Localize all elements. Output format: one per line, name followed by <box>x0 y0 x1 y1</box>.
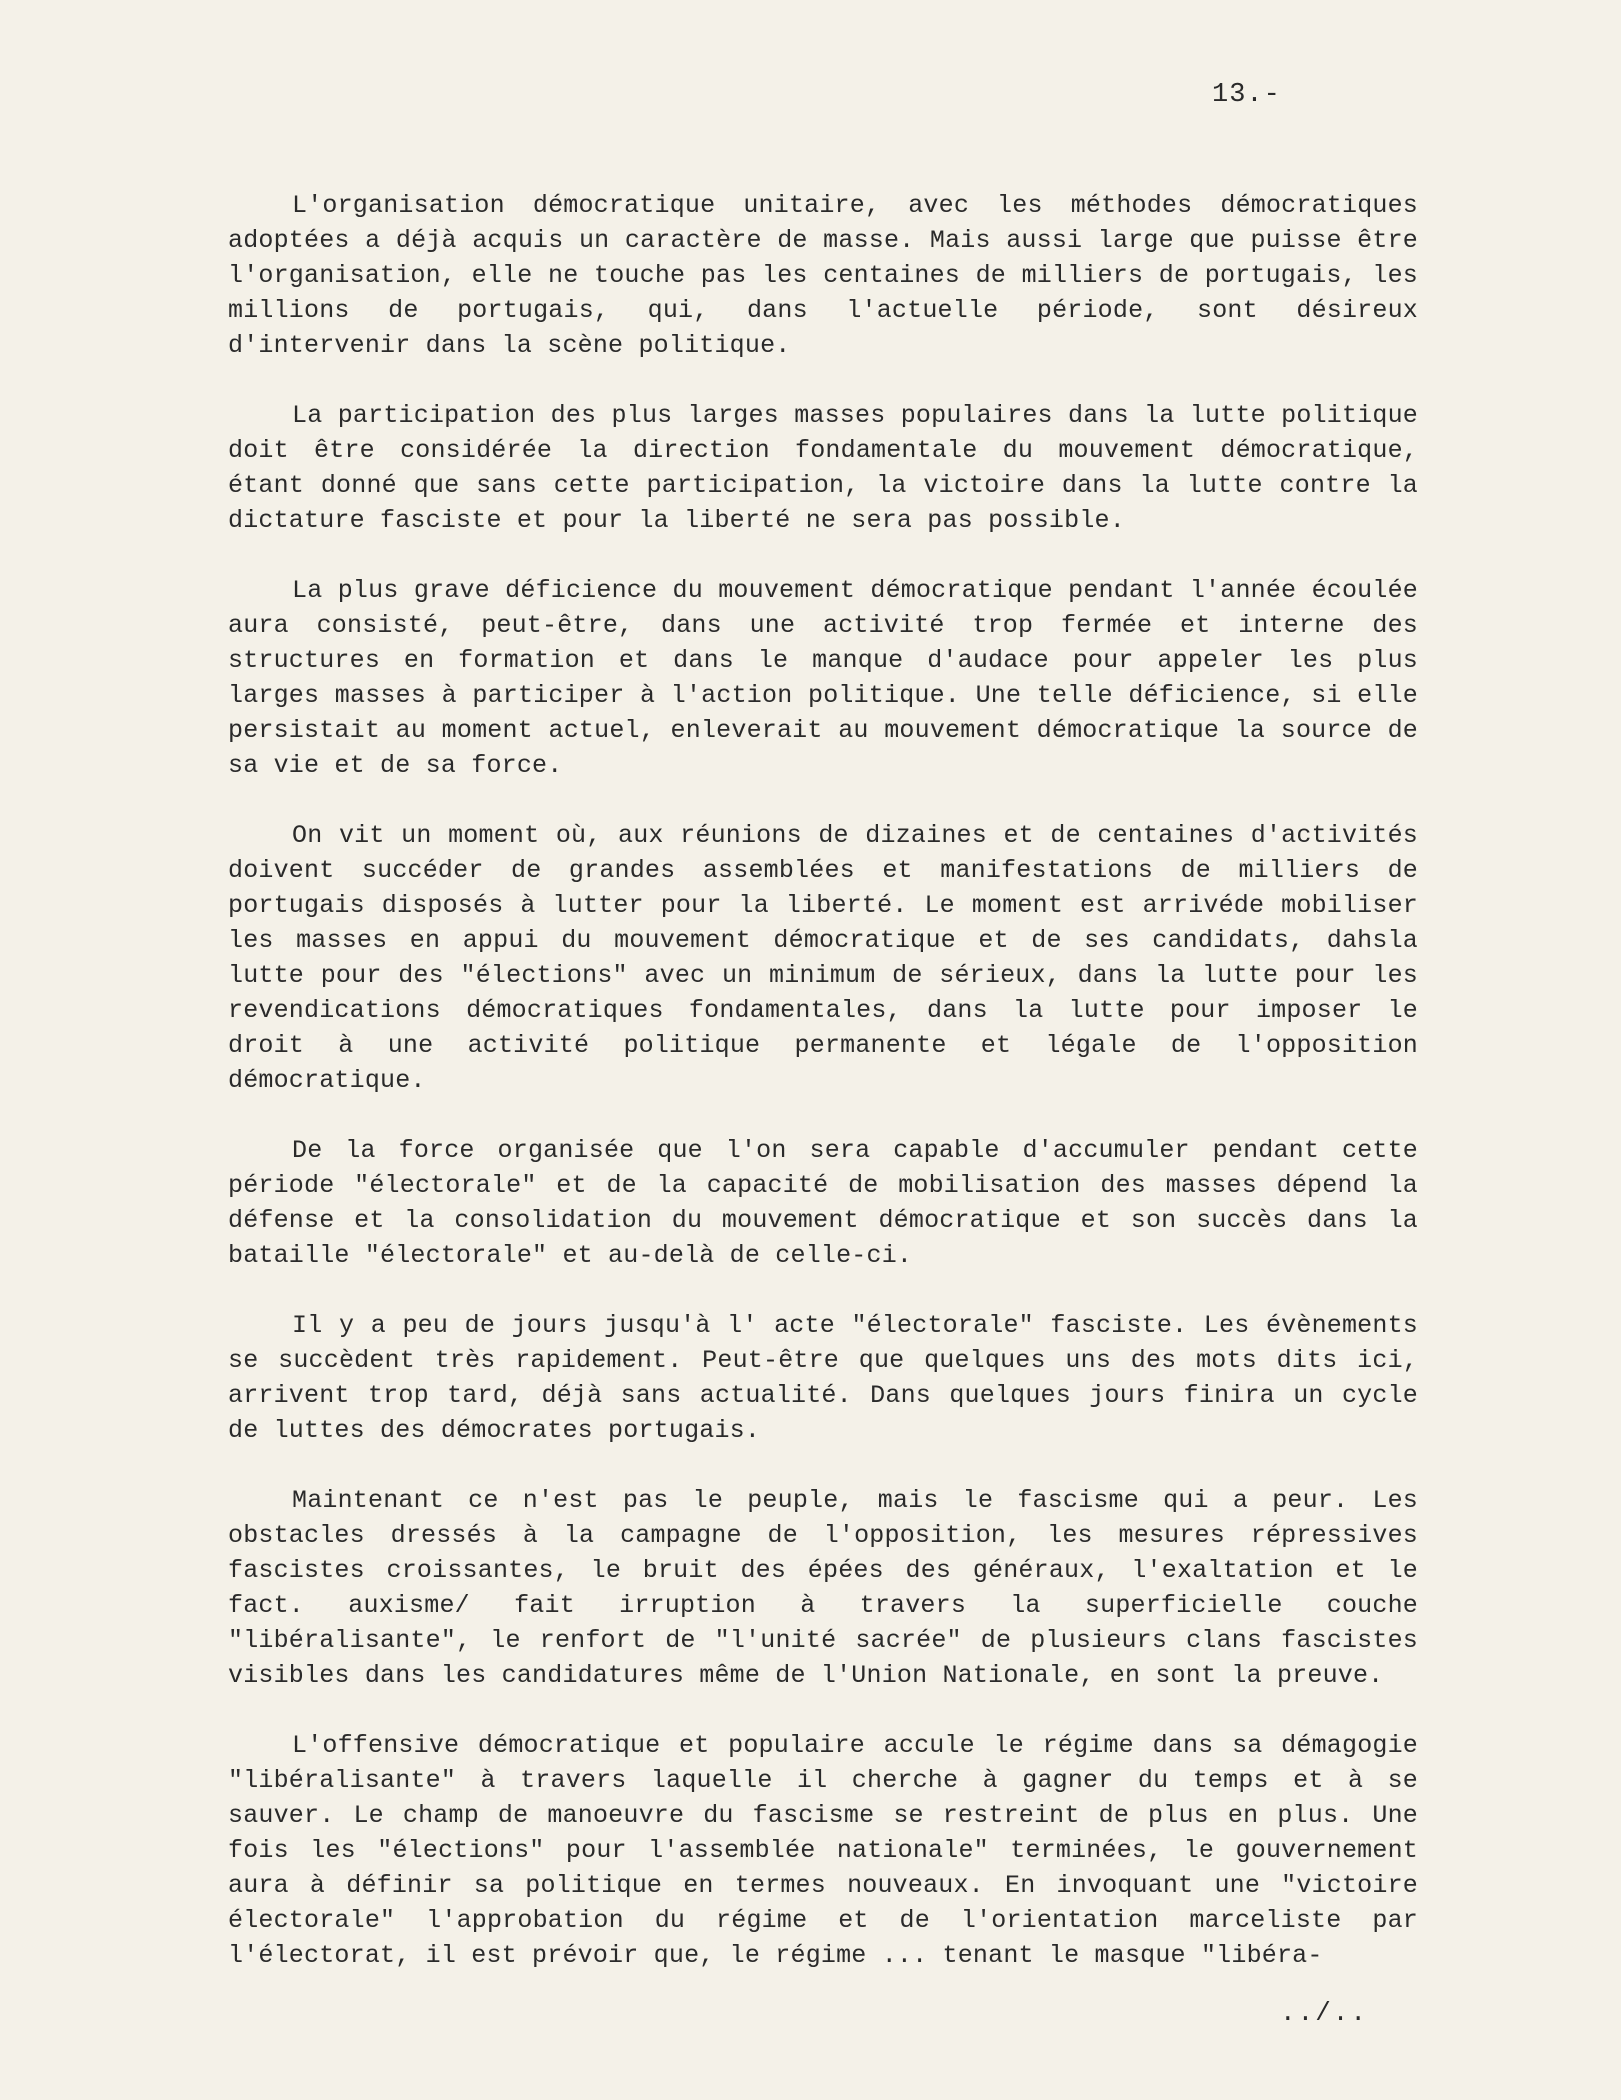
paragraph-6: Il y a peu de jours jusqu'à l' acte "électorale" fasciste. Les évènements se succèdent très rapidement. Peut-être que quelques uns des mots dits ici, arrivent trop tard, déjà sans actualité. Dans quelques jours finira un cycle de luttes des démocrates portugais. <box>228 1311 1418 1445</box>
paragraph-1: L'organisation démocratique unitaire, avec les méthodes démocratiques adoptées a déjà acquis un caractère de masse. Mais aussi large que puisse être l'organisation, elle ne touche pas les centaines de milliers de portugais, les millions de portugais, qui, dans l'actuelle période, sont désireux d'intervenir dans la scène politique. <box>228 191 1418 360</box>
page-number: 13.- <box>1212 80 1281 110</box>
paragraph-5: De la force organisée que l'on sera capable d'accumuler pendant cette période "électorale" et de la capacité de mobilisation des masses dépend la défense et la consolidation du mouvement démocratique et son succès dans la bataille "électorale" et au-delà de celle-ci. <box>228 1136 1418 1270</box>
paragraph-2: La participation des plus larges masses populaires dans la lutte politique doit être considérée la direction fondamentale du mouvement démocratique, étant donné que sans cette participation, la victoire dans la lutte contre la dictature fasciste et pour la liberté ne sera pas possible. <box>228 401 1418 535</box>
body-text <box>228 188 1418 2008</box>
paragraph-7: Maintenant ce n'est pas le peuple, mais le fascisme qui a peur. Les obstacles dressés à la campagne de l'opposition, les mesures répressives fascistes croissantes, le bruit des épées des généraux, l'exaltation et le fact. auxisme/ fait irruption à travers la superficielle couche "libéralisante", le renfort de "l'unité sacrée" de plusieurs clans fascistes visibles dans les candidatures même de l'Union Nationale, en sont la preuve. <box>228 1486 1418 1690</box>
continuation-mark: ../.. <box>1280 1998 1369 2028</box>
paragraph-8: L'offensive démocratique et populaire accule le régime dans sa démagogie "libéralisante" à travers laquelle il cherche à gagner du temps et à se sauver. Le champ de manoeuvre du fascisme se restreint de plus en plus. Une fois les "élections" pour l'assemblée nationale" terminées, le gouvernement aura à définir sa politique en termes nouveaux. En invoquant une "victoire électorale" l'approbation du régime et de l'orientation marceliste par l'électorat, il est prévoir que, le régime ... tenant le masque "libéra- <box>228 1731 1418 1970</box>
paragraph-4: On vit un moment où, aux réunions de dizaines et de centaines d'activités doivent succéder de grandes assemblées et manifestations de milliers de portugais disposés à lutter pour la liberté. Le moment est arrivéde mobiliser les masses en appui du mouvement démocratique et de ses candidats, dahsla lutte pour des "élections" avec un minimum de sérieux, dans la lutte pour les revendications démocratiques fondamentales, dans la lutte pour imposer le droit à une activité politique permanente et légale de l'opposition démocratique. <box>228 821 1418 1095</box>
paragraph-3: La plus grave déficience du mouvement démocratique pendant l'année écoulée aura consisté, peut-être, dans une activité trop fermée et interne des structures en formation et dans le manque d'audace pour appeler les plus larges masses à participer à l'action politique. Une telle déficience, si elle persistait au moment actuel, enleverait au mouvement démocratique la source de sa vie et de sa force. <box>228 576 1418 780</box>
